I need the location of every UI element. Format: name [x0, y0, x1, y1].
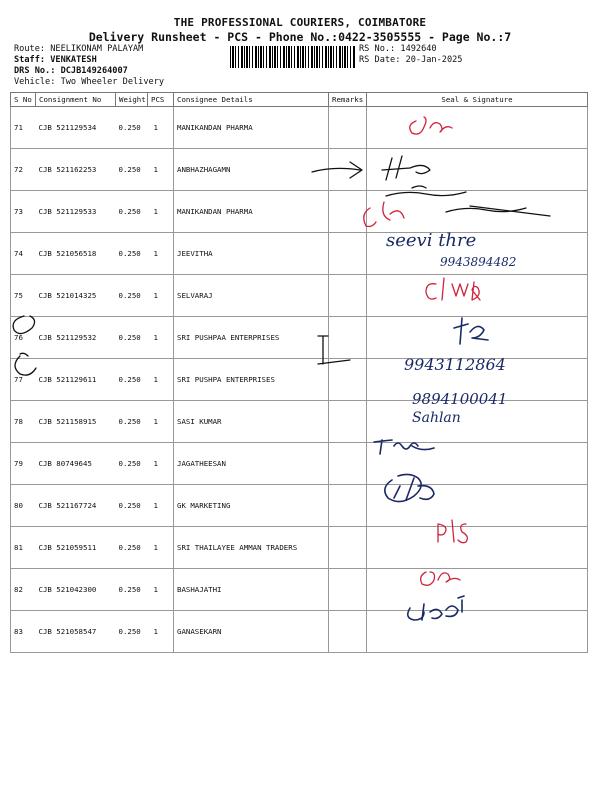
table-row [11, 149, 588, 191]
row-sno: 74 [11, 233, 36, 275]
row-pcs: 1 [148, 317, 174, 359]
table-row [11, 485, 588, 527]
col-header-consignee: Consignee Details [174, 93, 329, 107]
row-signature [367, 107, 588, 149]
row-consignment: CJB 80749645 [36, 443, 116, 485]
table-row [11, 359, 588, 401]
row-weight: 0.250 [116, 569, 148, 611]
col-header-sno: S No [11, 93, 36, 107]
row-remarks [329, 359, 367, 401]
row-pcs: 1 [148, 611, 174, 653]
row-weight: 0.250 [116, 611, 148, 653]
row-consignee: SELVARAJ [174, 275, 329, 317]
row-signature [367, 401, 588, 443]
row-weight: 0.250 [116, 527, 148, 569]
row-consignee: MANIKANDAN PHARMA [174, 107, 329, 149]
phone-77: 9943112864 [404, 355, 506, 374]
col-header-signature: Seal & Signature [367, 93, 588, 107]
row-pcs: 1 [148, 233, 174, 275]
row-remarks [329, 569, 367, 611]
row-sno: 79 [11, 443, 36, 485]
rs-date: RS Date: 20-Jan-2025 [359, 55, 463, 65]
row-signature [367, 443, 588, 485]
row-pcs: 1 [148, 401, 174, 443]
row-sno: 72 [11, 149, 36, 191]
barcode [230, 46, 355, 68]
row-remarks [329, 233, 367, 275]
row-signature [367, 485, 588, 527]
row-signature [367, 317, 588, 359]
row-consignment: CJB 521167724 [36, 485, 116, 527]
row-consignment: CJB 521129534 [36, 107, 116, 149]
row-sno: 77 [11, 359, 36, 401]
table-row [11, 611, 588, 653]
row-weight: 0.250 [116, 359, 148, 401]
table-row [11, 401, 588, 443]
row-consignee: SRI PUSHPA ENTERPRISES [174, 359, 329, 401]
row-weight: 0.250 [116, 317, 148, 359]
row-signature [367, 611, 588, 653]
row-remarks [329, 443, 367, 485]
row-weight: 0.250 [116, 275, 148, 317]
row-consignee: SASI KUMAR [174, 401, 329, 443]
row-remarks [329, 275, 367, 317]
row-pcs: 1 [148, 191, 174, 233]
table-row [11, 317, 588, 359]
row-consignment: CJB 521162253 [36, 149, 116, 191]
row-sno: 76 [11, 317, 36, 359]
phone-74: 9943894482 [440, 255, 517, 269]
drs-number: DRS No.: DCJB149264007 [14, 66, 128, 76]
route-label: Route: NEELIKONAM PALAYAM [14, 44, 144, 54]
row-consignment: CJB 521056518 [36, 233, 116, 275]
staff-label: Staff: VENKATESH [14, 55, 97, 65]
rs-number: RS No.: 1492640 [359, 44, 437, 54]
row-signature [367, 569, 588, 611]
row-consignment: CJB 521014325 [36, 275, 116, 317]
row-remarks [329, 191, 367, 233]
row-consignee: SRI THAILAYEE AMMAN TRADERS [174, 527, 329, 569]
table-row [11, 443, 588, 485]
row-signature [367, 275, 588, 317]
row-consignee: ANBHAZHAGAMN [174, 149, 329, 191]
row-signature [367, 149, 588, 191]
row-weight: 0.250 [116, 107, 148, 149]
row-consignment: CJB 521042300 [36, 569, 116, 611]
row-consignment: CJB 521129611 [36, 359, 116, 401]
runsheet-meta-left [14, 44, 164, 88]
vehicle-label: Vehicle: Two Wheeler Delivery [14, 77, 165, 87]
row-consignment: CJB 521129533 [36, 191, 116, 233]
runsheet-meta-right [359, 44, 462, 66]
row-remarks [329, 527, 367, 569]
row-pcs: 1 [148, 275, 174, 317]
row-pcs: 1 [148, 443, 174, 485]
table-row [11, 275, 588, 317]
table-row [11, 233, 588, 275]
row-sno: 80 [11, 485, 36, 527]
table-row [11, 191, 588, 233]
row-weight: 0.250 [116, 401, 148, 443]
row-pcs: 1 [148, 569, 174, 611]
delivery-table [10, 92, 588, 653]
row-consignee: BASHAJATHI [174, 569, 329, 611]
phone-78: 9894100041 [412, 390, 508, 408]
row-signature [367, 233, 588, 275]
row-signature [367, 191, 588, 233]
row-remarks [329, 149, 367, 191]
row-consignee: GK MARKETING [174, 485, 329, 527]
row-sno: 71 [11, 107, 36, 149]
row-weight: 0.250 [116, 233, 148, 275]
row-sno: 82 [11, 569, 36, 611]
row-weight: 0.250 [116, 485, 148, 527]
row-pcs: 1 [148, 149, 174, 191]
row-consignee: SRI PUSHPAA ENTERPRISES [174, 317, 329, 359]
col-header-remarks: Remarks [329, 93, 367, 107]
signature-78: Sahlan [412, 410, 461, 426]
row-remarks [329, 401, 367, 443]
row-weight: 0.250 [116, 149, 148, 191]
row-weight: 0.250 [116, 443, 148, 485]
row-pcs: 1 [148, 485, 174, 527]
table-row [11, 107, 588, 149]
row-remarks [329, 317, 367, 359]
row-pcs: 1 [148, 107, 174, 149]
row-remarks [329, 611, 367, 653]
runsheet-subtitle: Delivery Runsheet - PCS - Phone No.:0422-3505555 - Page No.:7 [88, 30, 512, 44]
table-row [11, 527, 588, 569]
row-remarks [329, 107, 367, 149]
company-title: THE PROFESSIONAL COURIERS, COIMBATORE [173, 16, 427, 29]
row-signature [367, 527, 588, 569]
col-header-pcs: PCS [148, 93, 174, 107]
row-sno: 83 [11, 611, 36, 653]
col-header-consignment: Consignment No [36, 93, 116, 107]
row-sno: 78 [11, 401, 36, 443]
table-row [11, 569, 588, 611]
row-pcs: 1 [148, 359, 174, 401]
row-pcs: 1 [148, 527, 174, 569]
signature-74: seevi thre [386, 230, 477, 251]
table-header-row [11, 93, 588, 107]
row-consignment: CJB 521158915 [36, 401, 116, 443]
row-consignee: JEEVITHA [174, 233, 329, 275]
row-consignee: MANIKANDAN PHARMA [174, 191, 329, 233]
row-sno: 73 [11, 191, 36, 233]
row-remarks [329, 485, 367, 527]
row-consignment: CJB 521129532 [36, 317, 116, 359]
row-consignment: CJB 521059511 [36, 527, 116, 569]
row-weight: 0.250 [116, 191, 148, 233]
row-consignment: CJB 521058547 [36, 611, 116, 653]
row-consignee: JAGATHEESAN [174, 443, 329, 485]
row-sno: 75 [11, 275, 36, 317]
row-consignee: GANASEKARN [174, 611, 329, 653]
row-sno: 81 [11, 527, 36, 569]
row-signature [367, 359, 588, 401]
col-header-weight: Weight [116, 93, 148, 107]
